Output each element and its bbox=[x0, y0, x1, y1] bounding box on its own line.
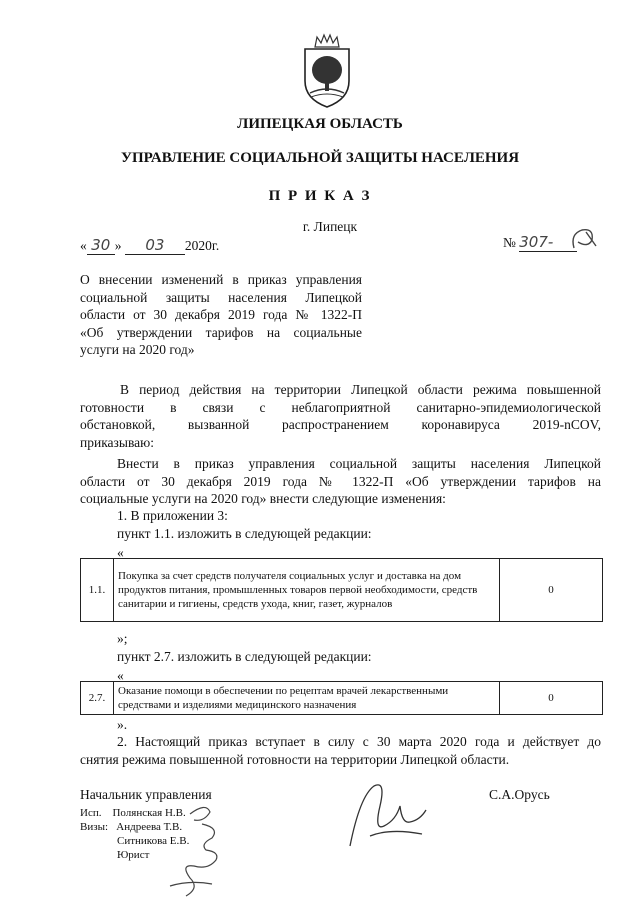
visa-signatures-icon bbox=[150, 800, 240, 900]
executor-label: Исп. bbox=[80, 807, 102, 819]
item-2-line: снятия режима повышенной готовности на территории Липецкой области. bbox=[80, 751, 510, 767]
date-close-quote: » bbox=[114, 238, 122, 253]
date-year: 2020г. bbox=[184, 238, 220, 253]
visa-name: Ситникова Е.В. bbox=[117, 835, 190, 847]
table-cell-service: Покупка за счет средств получателя социальных услуг и доставка на дом продуктов питания, промышленных товаров первой необходимости, средств санитарии и гигиены, средств ухода, книг, газет, журналов bbox=[114, 559, 500, 622]
preamble-line: приказываю: bbox=[80, 434, 154, 450]
executor-name: Полянская Н.В. bbox=[112, 807, 186, 819]
table-row bbox=[81, 559, 603, 622]
tariff-table-2 bbox=[80, 681, 603, 715]
item-2-line: 2. Настоящий приказ вступает в силу с 30 марта 2020 года и действует до bbox=[117, 734, 601, 749]
preamble-line: готовности в связи с неблагоприятной санитарно-эпидемиологической bbox=[80, 399, 601, 415]
subject-line: О внесении изменений в приказ управления bbox=[80, 272, 362, 287]
order-number bbox=[503, 233, 577, 252]
table-cell-service: Оказание помощи в обеспечении по рецептам врачей лекарственными средствами и изделиями медицинского назначения bbox=[114, 682, 500, 715]
subject-line: услуги на 2020 год» bbox=[80, 342, 195, 357]
point-2-7-intro: пункт 2.7. изложить в следующей редакции: bbox=[117, 649, 372, 664]
subject-line: области от 30 декабря 2019 года № 1322-П bbox=[80, 307, 362, 322]
quote-close-1: »; bbox=[117, 631, 128, 646]
amendment-line: Внести в приказ управления социальной защиты населения Липецкой bbox=[117, 456, 601, 471]
subject-line: «Об утверждении тарифов на социальные bbox=[80, 324, 362, 340]
department-title: УПРАВЛЕНИЕ СОЦИАЛЬНОЙ ЗАЩИТЫ НАСЕЛЕНИЯ bbox=[120, 150, 520, 166]
region-title: ЛИПЕЦКАЯ ОБЛАСТЬ bbox=[237, 116, 403, 132]
table-cell-value: 0 bbox=[500, 682, 603, 715]
quote-open-1: « bbox=[117, 545, 124, 560]
handwritten-mark-icon bbox=[568, 226, 600, 252]
amendment-line: социальные услуги на 2020 год» внести следующие изменения: bbox=[80, 491, 446, 506]
table-cell-num: 2.7. bbox=[81, 682, 114, 715]
lawyer-label: Юрист bbox=[117, 849, 150, 861]
item-2 bbox=[80, 733, 601, 768]
visas-label: Визы: bbox=[80, 821, 109, 833]
order-date bbox=[80, 236, 219, 255]
table-row bbox=[81, 682, 603, 715]
visa-name: Андреева Т.В. bbox=[116, 821, 183, 833]
subject-line: социальной защиты населения Липецкой bbox=[80, 289, 362, 305]
coat-of-arms-icon bbox=[297, 33, 357, 111]
number-prefix: № bbox=[503, 235, 516, 250]
doc-type-title: П Р И К А З bbox=[268, 188, 372, 204]
tariff-table-1 bbox=[80, 558, 603, 622]
item-1: 1. В приложении 3: bbox=[117, 508, 228, 523]
table-cell-value: 0 bbox=[500, 559, 603, 622]
order-subject bbox=[80, 271, 362, 359]
date-day: 30 bbox=[87, 236, 115, 255]
signature-icon bbox=[340, 776, 430, 856]
preamble-line: В период действия на территории Липецкой области режима повышенной bbox=[120, 382, 601, 397]
quote-close-2: ». bbox=[117, 717, 128, 732]
point-1-1-intro: пункт 1.1. изложить в следующей редакции: bbox=[117, 526, 372, 541]
city: г. Липецк bbox=[302, 219, 358, 234]
date-open-quote: « bbox=[80, 238, 87, 253]
number-value: 307- bbox=[519, 233, 577, 252]
date-month: 03 bbox=[125, 236, 185, 255]
amendment-line: области от 30 декабря 2019 года № 1322-П «Об утверждении тарифов на bbox=[80, 473, 601, 489]
preamble-paragraph bbox=[80, 381, 601, 451]
table-cell-num: 1.1. bbox=[81, 559, 114, 622]
amendment-paragraph bbox=[80, 455, 601, 508]
quote-open-2: « bbox=[117, 668, 124, 683]
signer-name: С.А.Орусь bbox=[489, 787, 550, 802]
signer-position: Начальник управления bbox=[80, 787, 212, 802]
preamble-line: обстановкой, вызванной распространением коронавируса 2019-nCOV, bbox=[80, 417, 601, 432]
